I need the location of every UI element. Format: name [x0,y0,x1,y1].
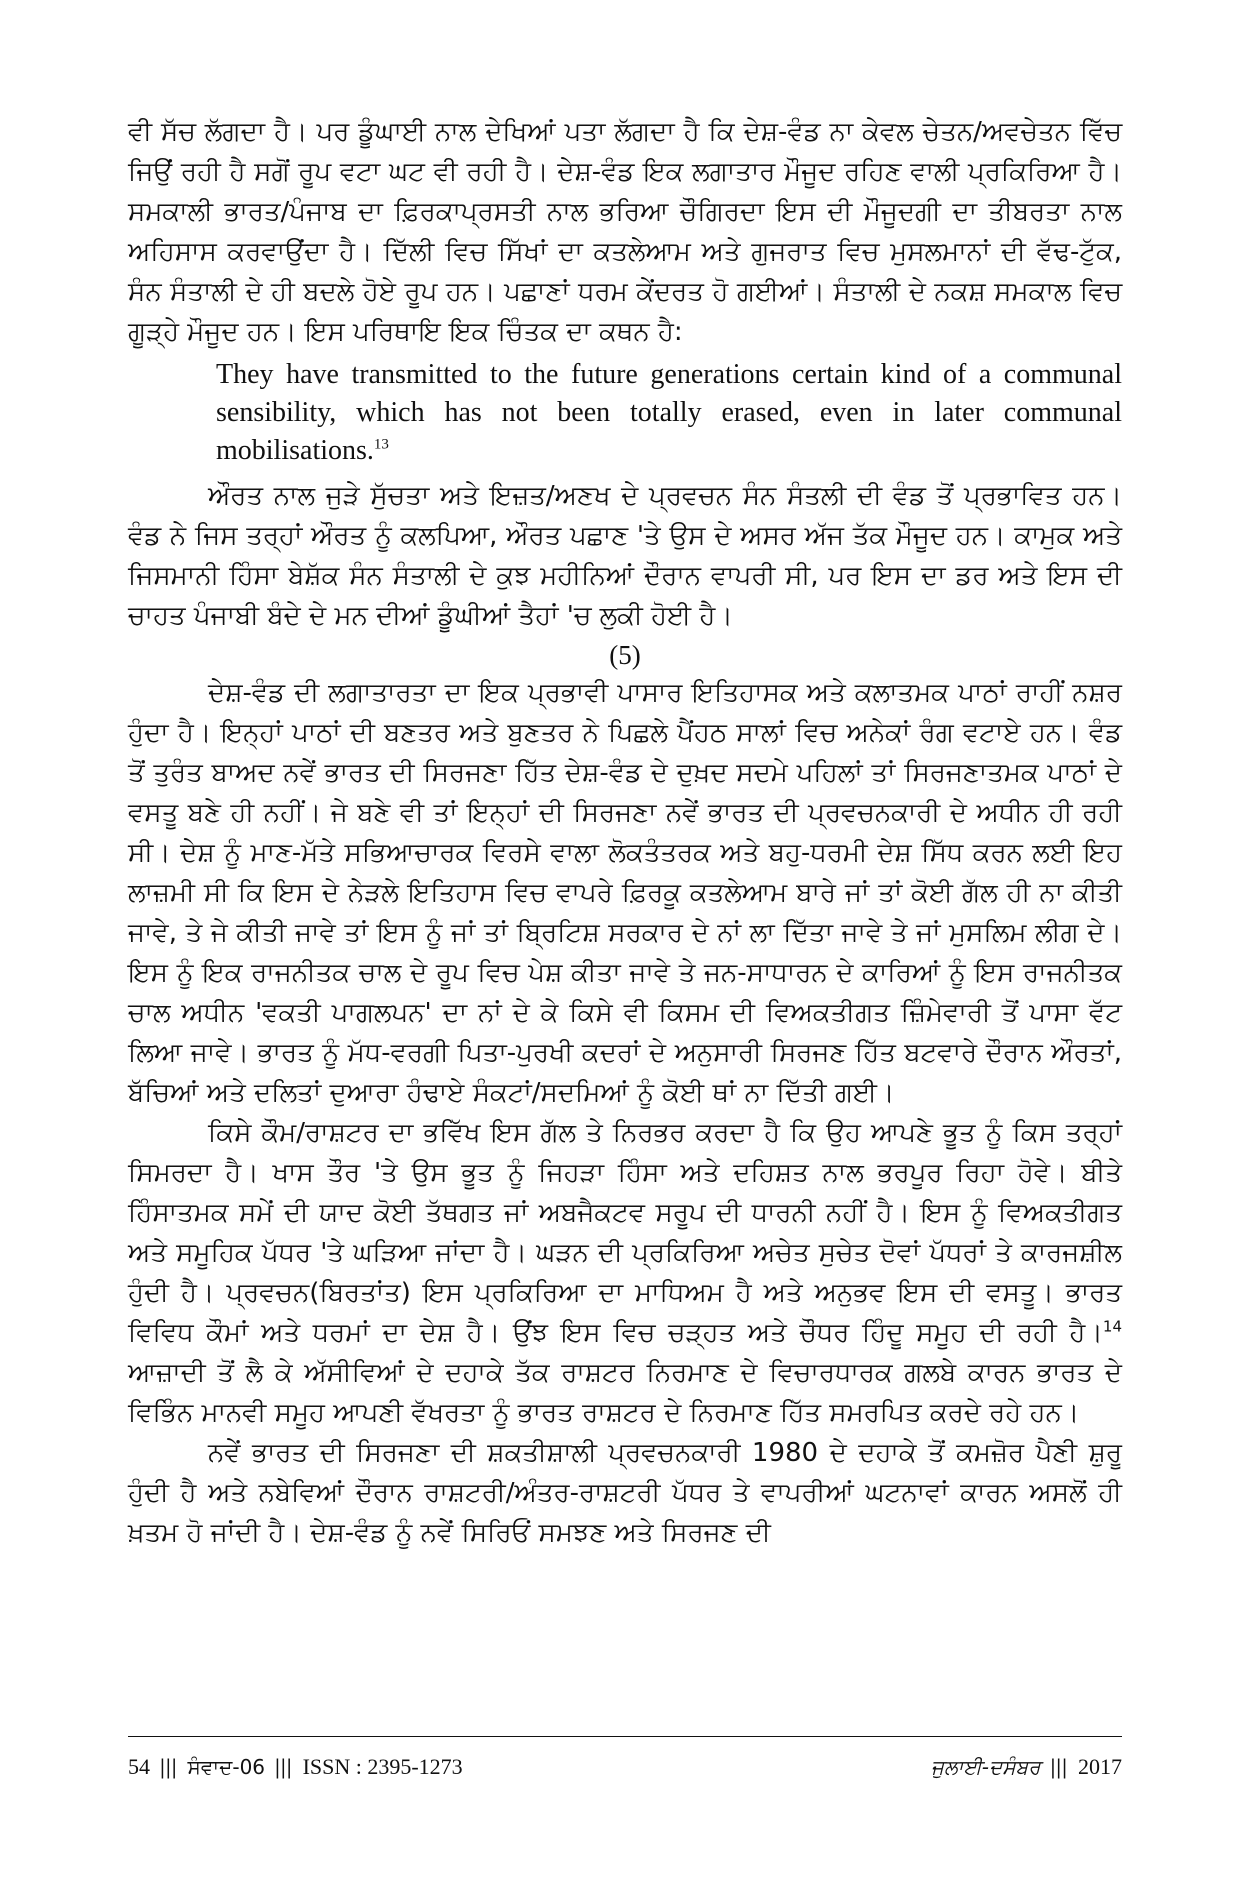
journal-name: ਸੰਵਾਦ-06 [187,1755,266,1779]
paragraph-3: ਦੇਸ਼-ਵੰਡ ਦੀ ਲਗਾਤਾਰਤਾ ਦਾ ਇਕ ਪ੍ਰਭਾਵੀ ਪਾਸਾਰ ਇਤਿਹਾਸਕ ਅਤੇ ਕਲਾਤਮਕ ਪਾਠਾਂ ਰਾਹੀਂ ਨਸ਼ਰ ਹੁੰਦਾ ਹੈ। ਇਨ੍ਹਾਂ ਪਾਠਾਂ ਦੀ ਬਣਤਰ ਅਤੇ ਬੁਣਤਰ ਨੇ ਪਿਛਲੇ ਪੈਂਹਠ ਸਾਲਾਂ ਵਿਚ ਅਨੇਕਾਂ ਰੰਗ ਵਟਾਏ ਹਨ। ਵੰਡ ਤੋਂ ਤੁਰੰਤ ਬਾਅਦ ਨਵੇਂ ਭਾਰਤ ਦੀ ਸਿਰਜਣਾ ਹਿੱਤ ਦੇਸ਼-ਵੰਡ ਦੇ ਦੁਖ਼ਦ ਸਦਮੇ ਪਹਿਲਾਂ ਤਾਂ ਸਿਰਜਣਾਤਮਕ ਪਾਠਾਂ ਦੇ ਵਸਤੂ ਬਣੇ ਹੀ ਨਹੀਂ। ਜੇ ਬਣੇ ਵੀ ਤਾਂ ਇਨ੍ਹਾਂ ਦੀ ਸਿਰਜਣਾ ਨਵੇਂ ਭਾਰਤ ਦੀ ਪ੍ਰਵਚਨਕਾਰੀ ਦੇ ਅਧੀਨ ਹੀ ਰਹੀ ਸੀ। ਦੇਸ਼ ਨੂੰ ਮਾਣ-ਮੱਤੇ ਸਭਿਆਚਾਰਕ ਵਿਰਸੇ ਵਾਲਾ ਲੋਕਤੰਤਰਕ ਅਤੇ ਬਹੁ-ਧਰਮੀ ਦੇਸ਼ ਸਿੱਧ ਕਰਨ ਲਈ ਇਹ ਲਾਜ਼ਮੀ ਸੀ ਕਿ ਇਸ ਦੇ ਨੇੜਲੇ ਇਤਿਹਾਸ ਵਿਚ ਵਾਪਰੇ ਫ਼ਿਰਕੂ ਕਤਲੇਆਮ ਬਾਰੇ ਜਾਂ ਤਾਂ ਕੋਈ ਗੱਲ ਹੀ ਨਾ ਕੀਤੀ ਜਾਵੇ, ਤੇ ਜੇ ਕੀਤੀ ਜਾਵੇ ਤਾਂ ਇਸ ਨੂੰ ਜਾਂ ਤਾਂ ਬ੍ਰਿਟਿਸ਼ ਸਰਕਾਰ ਦੇ ਨਾਂ ਲਾ ਦਿੱਤਾ ਜਾਵੇ ਤੇ ਜਾਂ ਮੁਸਲਿਮ ਲੀਗ ਦੇ। ਇਸ ਨੂੰ ਇਕ ਰਾਜਨੀਤਕ ਚਾਲ ਦੇ ਰੂਪ ਵਿਚ ਪੇਸ਼ ਕੀਤਾ ਜਾਵੇ ਤੇ ਜਨ-ਸਾਧਾਰਨ ਦੇ ਕਾਰਿਆਂ ਨੂੰ ਇਸ ਰਾਜਨੀਤਕ ਚਾਲ ਅਧੀਨ 'ਵਕਤੀ ਪਾਗਲਪਨ' ਦਾ ਨਾਂ ਦੇ ਕੇ ਕਿਸੇ ਵੀ ਕਿਸਮ ਦੀ ਵਿਅਕਤੀਗਤ ਜ਼ਿੰਮੇਵਾਰੀ ਤੋਂ ਪਾਸਾ ਵੱਟ ਲਿਆ ਜਾਵੇ। ਭਾਰਤ ਨੂੰ ਮੱਧ-ਵਰਗੀ ਪਿਤਾ-ਪੁਰਖੀ ਕਦਰਾਂ ਦੇ ਅਨੁਸਾਰੀ ਸਿਰਜਣ ਹਿੱਤ ਬਟਵਾਰੇ ਦੌਰਾਨ ਔਰਤਾਂ, ਬੱਚਿਆਂ ਅਤੇ ਦਲਿਤਾਂ ਦੁਆਰਾ ਹੰਢਾਏ ਸੰਕਟਾਂ/ਸਦਮਿਆਂ ਨੂੰ ਕੋਈ ਥਾਂ ਨਾ ਦਿੱਤੀ ਗਈ। [128,678,1122,1108]
paragraph-4-tail: ਆਜ਼ਾਦੀ ਤੋਂ ਲੈ ਕੇ ਅੱਸੀਵਿਆਂ ਦੇ ਦਹਾਕੇ ਤੱਕ ਰਾਸ਼ਟਰ ਨਿਰਮਾਣ ਦੇ ਵਿਚਾਰਧਾਰਕ ਗਲਬੇ ਕਾਰਨ ਭਾਰਤ ਦੇ ਵਿਭਿੰਨ ਮਾਨਵੀ ਸਮੂਹ ਆਪਣੀ ਵੱਖਰਤਾ ਨੂੰ ਭਾਰਤ ਰਾਸ਼ਟਰ ਦੇ ਨਿਰਮਾਣ ਹਿੱਤ ਸਮਰਪਿਤ ਕਰਦੇ ਰਹੇ ਹਨ। [128,1358,1122,1428]
issn: ISSN : 2395-1273 [302,1754,463,1779]
paragraph-4-text: ਕਿਸੇ ਕੌਮ/ਰਾਸ਼ਟਰ ਦਾ ਭਵਿੱਖ ਇਸ ਗੱਲ ਤੇ ਨਿਰਭਰ ਕਰਦਾ ਹੈ ਕਿ ਉਹ ਆਪਣੇ ਭੂਤ ਨੂੰ ਕਿਸ ਤਰ੍ਹਾਂ ਸਿਮਰਦਾ ਹੈ। ਖਾਸ ਤੌਰ 'ਤੇ ਉਸ ਭੂਤ ਨੂੰ ਜਿਹੜਾ ਹਿੰਸਾ ਅਤੇ ਦਹਿਸ਼ਤ ਨਾਲ ਭਰਪੂਰ ਰਿਹਾ ਹੋਵੇ। ਬੀਤੇ ਹਿੰਸਾਤਮਕ ਸਮੇਂ ਦੀ ਯਾਦ ਕੋਈ ਤੱਥਗਤ ਜਾਂ ਅਬਜੈਕਟਵ ਸਰੂਪ ਦੀ ਧਾਰਨੀ ਨਹੀਂ ਹੈ। ਇਸ ਨੂੰ ਵਿਅਕਤੀਗਤ ਅਤੇ ਸਮੂਹਿਕ ਪੱਧਰ 'ਤੇ ਘੜਿਆ ਜਾਂਦਾ ਹੈ। ਘੜਨ ਦੀ ਪ੍ਰਕਿਰਿਆ ਅਚੇਤ ਸੁਚੇਤ ਦੋਵਾਂ ਪੱਧਰਾਂ ਤੇ ਕਾਰਜਸ਼ੀਲ ਹੁੰਦੀ ਹੈ। ਪ੍ਰਵਚਨ(ਬਿਰਤਾਂਤ) ਇਸ ਪ੍ਰਕਿਰਿਆ ਦਾ ਮਾਧਿਅਮ ਹੈ ਅਤੇ ਅਨੁਭਵ ਇਸ ਦੀ ਵਸਤੂ। ਭਾਰਤ ਵਿਵਿਧ ਕੌਮਾਂ ਅਤੇ ਧਰਮਾਂ ਦਾ ਦੇਸ਼ ਹੈ। ਉਂਝ ਇਸ ਵਿਚ ਚੜ੍ਹਤ ਅਤੇ ਚੌਧਰ ਹਿੰਦੂ ਸਮੂਹ ਦੀ ਰਹੀ ਹੈ। [128,1118,1122,1348]
paragraph-2: ਔਰਤ ਨਾਲ ਜੁੜੇ ਸੁੱਚਤਾ ਅਤੇ ਇਜ਼ਤ/ਅਣਖ ਦੇ ਪ੍ਰਵਚਨ ਸੰਨ ਸੰਤਲੀ ਦੀ ਵੰਡ ਤੋਂ ਪ੍ਰਭਾਵਿਤ ਹਨ। ਵੰਡ ਨੇ ਜਿਸ ਤਰ੍ਹਾਂ ਔਰਤ ਨੂੰ ਕਲਪਿਆ, ਔਰਤ ਪਛਾਣ 'ਤੇ ਉਸ ਦੇ ਅਸਰ ਅੱਜ ਤੱਕ ਮੌਜੂਦ ਹਨ। ਕਾਮੁਕ ਅਤੇ ਜਿਸਮਾਨੀ ਹਿੰਸਾ ਬੇਸ਼ੱਕ ਸੰਨ ਸੰਤਾਲੀ ਦੇ ਕੁਝ ਮਹੀਨਿਆਂ ਦੌਰਾਨ ਵਾਪਰੀ ਸੀ, ਪਰ ਇਸ ਦਾ ਡਰ ਅਤੇ ਇਸ ਦੀ ਚਾਹਤ ਪੰਜਾਬੀ ਬੰਦੇ ਦੇ ਮਨ ਦੀਆਂ ਡੂੰਘੀਆਂ ਤੈਹਾਂ 'ਚ ਲੁਕੀ ਹੋਈ ਹੈ। [128,481,1122,631]
footer-rule [128,1736,1122,1737]
issue-months: ਜੁਲਾਈ-ਦਸੰਬਰ [930,1755,1041,1779]
section-number: (5) [609,640,641,670]
footer-separator: ||| [1050,1754,1068,1779]
page-number: 54 [128,1754,150,1779]
footer-right [931,1754,1122,1780]
quote-text: They have transmitted to the future generations certain kind of a communal sensibility, which has not been totally erased, even in later communal mobilisations. [216,359,1122,466]
paragraph-4 [128,1113,1122,1433]
page-footer [128,1750,1122,1784]
footer-left [128,1754,463,1780]
footer-separator: ||| [275,1754,293,1779]
footer-separator: ||| [160,1754,178,1779]
page-body [128,112,1122,1553]
footnote-ref-14: 14 [1102,1317,1122,1336]
issue-year: 2017 [1078,1754,1122,1779]
block-quote [216,356,1122,470]
paragraph-1: ਵੀ ਸੱਚ ਲੱਗਦਾ ਹੈ। ਪਰ ਡੂੰਘਾਈ ਨਾਲ ਦੇਖਿਆਂ ਪਤਾ ਲੱਗਦਾ ਹੈ ਕਿ ਦੇਸ਼-ਵੰਡ ਨਾ ਕੇਵਲ ਚੇਤਨ/ਅਵਚੇਤਨ ਵਿੱਚ ਜਿਉਂ ਰਹੀ ਹੈ ਸਗੋਂ ਰੂਪ ਵਟਾ ਘਟ ਵੀ ਰਹੀ ਹੈ। ਦੇਸ਼-ਵੰਡ ਇਕ ਲਗਾਤਾਰ ਮੌਜੂਦ ਰਹਿਣ ਵਾਲੀ ਪ੍ਰਕਿਰਿਆ ਹੈ। ਸਮਕਾਲੀ ਭਾਰਤ/ਪੰਜਾਬ ਦਾ ਫ਼ਿਰਕਾਪ੍ਰਸਤੀ ਨਾਲ ਭਰਿਆ ਚੌਗਿਰਦਾ ਇਸ ਦੀ ਮੌਜੂਦਗੀ ਦਾ ਤੀਬਰਤਾ ਨਾਲ ਅਹਿਸਾਸ ਕਰਵਾਉਂਦਾ ਹੈ। ਦਿੱਲੀ ਵਿਚ ਸਿੱਖਾਂ ਦਾ ਕਤਲੇਆਮ ਅਤੇ ਗੁਜਰਾਤ ਵਿਚ ਮੁਸਲਮਾਨਾਂ ਦੀ ਵੱਢ-ਟੁੱਕ, ਸੰਨ ਸੰਤਾਲੀ ਦੇ ਹੀ ਬਦਲੇ ਹੋਏ ਰੂਪ ਹਨ। ਪਛਾਣਾਂ ਧਰਮ ਕੇਂਦਰਤ ਹੋ ਗਈਆਂ। ਸੰਤਾਲੀ ਦੇ ਨਕਸ਼ ਸਮਕਾਲ ਵਿਚ ਗੂੜ੍ਹੇ ਮੌਜੂਦ ਹਨ। ਇਸ ਪਰਿਥਾਇ ਇਕ ਚਿੰਤਕ ਦਾ ਕਥਨ ਹੈ: [128,117,1122,347]
footnote-ref-13: 13 [373,436,389,453]
paragraph-5: ਨਵੇਂ ਭਾਰਤ ਦੀ ਸਿਰਜਣਾ ਦੀ ਸ਼ਕਤੀਸ਼ਾਲੀ ਪ੍ਰਵਚਨਕਾਰੀ 1980 ਦੇ ਦਹਾਕੇ ਤੋਂ ਕਮਜ਼ੋਰ ਪੈਣੀ ਸ਼ੁਰੂ ਹੁੰਦੀ ਹੈ ਅਤੇ ਨਬੇਵਿਆਂ ਦੌਰਾਨ ਰਾਸ਼ਟਰੀ/ਅੰਤਰ-ਰਾਸ਼ਟਰੀ ਪੱਧਰ ਤੇ ਵਾਪਰੀਆਂ ਘਟਨਾਵਾਂ ਕਾਰਨ ਅਸਲੋਂ ਹੀ ਖ਼ਤਮ ਹੋ ਜਾਂਦੀ ਹੈ। ਦੇਸ਼-ਵੰਡ ਨੂੰ ਨਵੇਂ ਸਿਰਿਓਂ ਸਮਝਣ ਅਤੇ ਸਿਰਜਣ ਦੀ [128,1438,1122,1548]
